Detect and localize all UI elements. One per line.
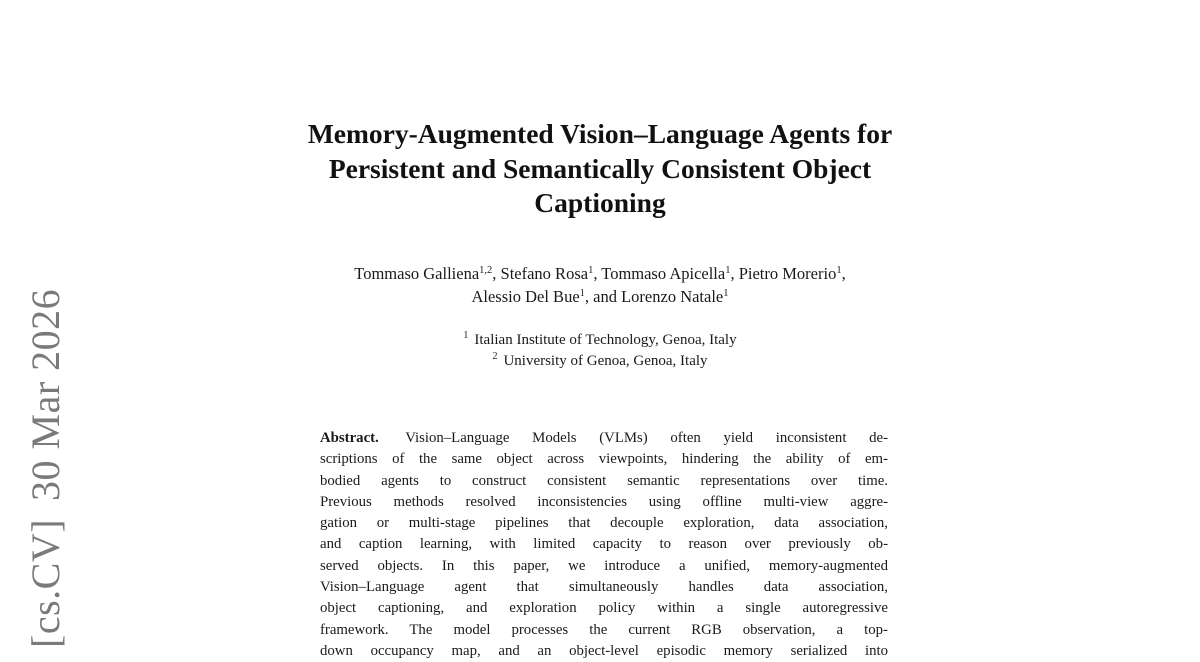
affiliation-number: 2 [492, 351, 498, 362]
author-name: Lorenzo Natale [621, 287, 724, 306]
affiliation-text: Italian Institute of Technology, Genoa, Italy [474, 332, 737, 348]
separator: , [841, 264, 846, 283]
abstract-line: bodied agents to construct consistent semantic representations over time. [320, 472, 888, 489]
abstract-line: served objects. In this paper, we introduce a unified, memory-augmented [320, 557, 888, 574]
affiliation-item [230, 351, 970, 372]
author-name: Pietro Morerio [738, 264, 837, 283]
separator: , [492, 264, 501, 283]
abstract-line: object captioning, and exploration policy within a single autoregressive [320, 600, 888, 617]
abstract-heading: Abstract. [320, 430, 379, 446]
separator: , and [584, 287, 622, 306]
arxiv-side-stamp [23, 289, 69, 648]
separator: , [593, 264, 602, 283]
author-name: Tommaso Galliena [354, 264, 480, 283]
abstract-line: gation or multi-stage pipelines that decouple exploration, data association, [320, 515, 888, 532]
affiliation-number: 1 [463, 330, 469, 341]
abstract-line: Previous methods resolved inconsistencies using offline multi-view aggre- [320, 493, 888, 510]
abstract-line: framework. The model processes the current RGB observation, a top- [320, 621, 888, 638]
author-list [230, 262, 970, 308]
abstract-line-cut-off: down occupancy map, and an object-level episodic memory serialized into [320, 642, 888, 659]
affiliation-text: University of Genoa, Genoa, Italy [503, 353, 708, 369]
title-line: Captioning [534, 187, 666, 218]
author-name: Alessio Del Bue [471, 287, 580, 306]
author-affiliation-mark: 1,2 [479, 265, 493, 276]
author-line-2 [230, 285, 970, 308]
author-affiliation-mark: 1 [579, 288, 585, 299]
separator: , [730, 264, 739, 283]
arxiv-category: [cs.CV] [23, 518, 68, 648]
abstract-line [320, 428, 888, 449]
author-affiliation-mark: 1 [725, 265, 731, 276]
title-line: Persistent and Semantically Consistent Object [328, 152, 872, 184]
abstract-text: Vision–Language Models (VLMs) often yield inconsistent de- [405, 430, 889, 446]
title-line: Memory-Augmented Vision–Language Agents for [307, 118, 893, 149]
paper-title [230, 117, 970, 221]
author-name: Tommaso Apicella [601, 264, 726, 283]
author-affiliation-mark: 1 [836, 265, 842, 276]
arxiv-date: 30 Mar 2026 [23, 288, 68, 501]
author-line-1 [230, 262, 970, 285]
author-affiliation-mark: 1 [723, 288, 729, 299]
author-name: Stefano Rosa [500, 264, 589, 283]
abstract-line: Vision–Language agent that simultaneously handles data association, [320, 579, 888, 596]
abstract-line: scriptions of the same object across viewpoints, hindering the ability of em- [320, 451, 888, 468]
abstract-line: and caption learning, with limited capacity to reason over previously ob- [320, 536, 888, 553]
author-affiliation-mark: 1 [588, 265, 594, 276]
affiliation-item [230, 330, 970, 351]
abstract [320, 428, 889, 659]
affiliation-list [230, 330, 970, 372]
